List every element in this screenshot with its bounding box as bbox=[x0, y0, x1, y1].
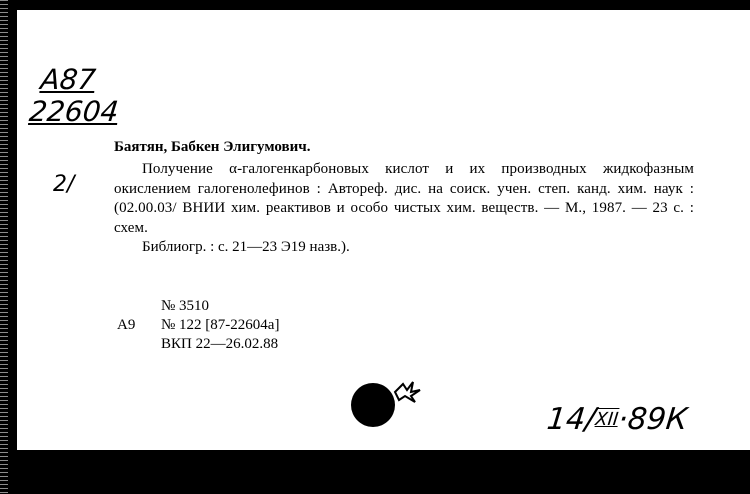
registration-numbers bbox=[117, 297, 279, 354]
scanner-edge-strip bbox=[0, 0, 8, 494]
handwritten-margin-mark: 2/ bbox=[53, 172, 75, 197]
catalog-card bbox=[17, 10, 750, 450]
call-number-line-2: 22604 bbox=[27, 95, 121, 128]
date-year: ·89К bbox=[616, 402, 690, 437]
entry-bibliography: Библиогр. : с. 21—23 Э19 назв.). bbox=[142, 239, 350, 255]
author-name: Баятян, Бабкен Элигумович. bbox=[114, 139, 311, 155]
entry-description: Получение α-галогенкарбоновых кислот и их производных жидкофазным окислением галогенолефинов : Автореф. дис. на соиск. учен. степ. канд. хим. наук : (02.00.03/ ВНИИ хим. реактивов и особо чистых хим. веществ. — М., 1987. — 23 с. : схем. bbox=[114, 161, 694, 236]
date-day: 14/ bbox=[545, 402, 598, 437]
number-line-2-value: № 122 [87-22604а] bbox=[161, 317, 280, 333]
bibliographic-entry bbox=[114, 138, 694, 258]
date-month: XII bbox=[594, 409, 620, 430]
number-line-2 bbox=[117, 316, 279, 335]
number-line-1: № 3510 bbox=[161, 298, 210, 314]
handwritten-date bbox=[545, 402, 689, 438]
call-number bbox=[28, 64, 124, 128]
punch-hole bbox=[351, 383, 395, 427]
call-number-line-1: А87 bbox=[39, 63, 98, 96]
number-line-2-prefix: А9 bbox=[117, 317, 136, 333]
number-line-3: ВКП 22—26.02.88 bbox=[161, 336, 279, 352]
ink-smudge bbox=[393, 378, 423, 404]
